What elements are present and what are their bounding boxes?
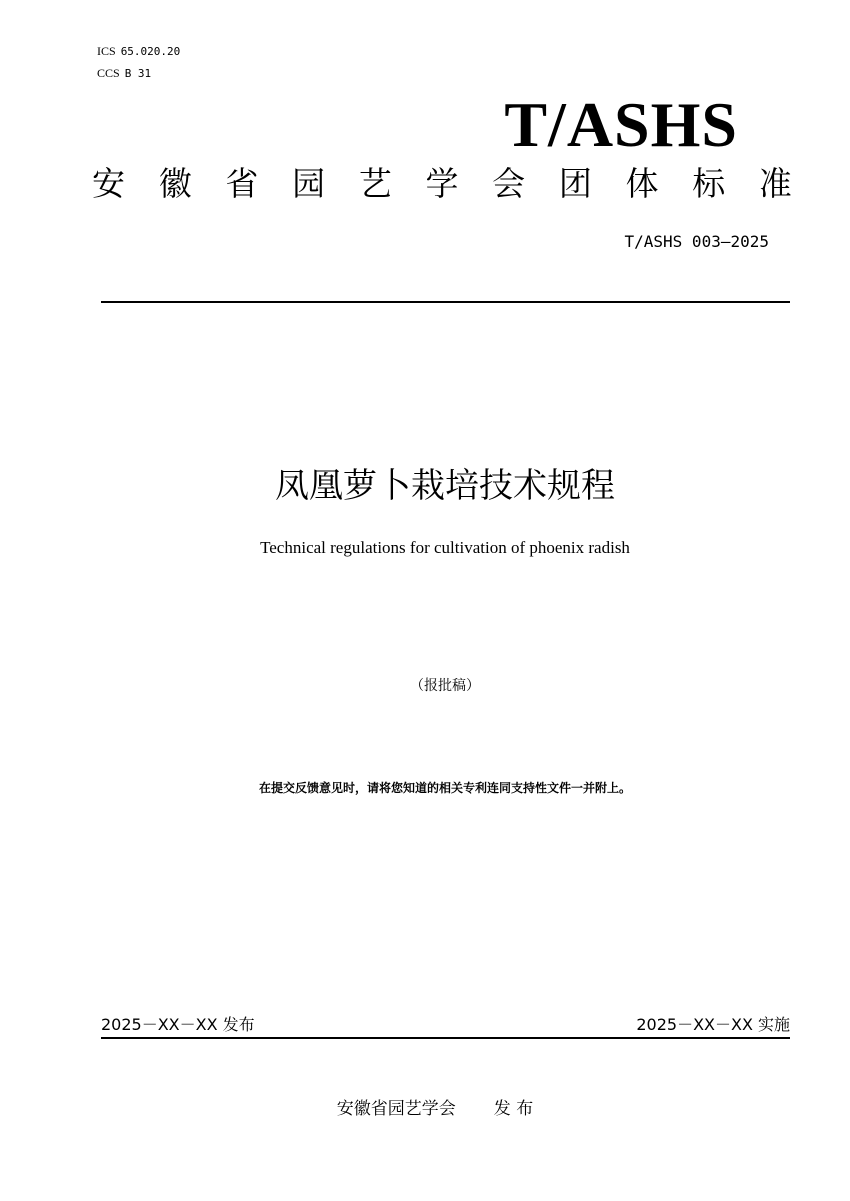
org-title-char: 艺 xyxy=(358,164,392,203)
org-title-char: 安 xyxy=(92,164,125,203)
org-title-char: 准 xyxy=(758,164,792,203)
ccs-code: B 31 xyxy=(124,67,152,80)
org-title-char: 体 xyxy=(625,164,659,203)
document-title: 凤凰萝卜栽培技术规程 xyxy=(275,466,615,506)
footer-divider xyxy=(101,1037,790,1039)
ccs-label: CCS xyxy=(97,66,120,80)
publisher-name: 安徽省园艺学会 xyxy=(336,1099,456,1119)
ics-label: ICS xyxy=(97,44,116,58)
ics-code: 65.020.20 xyxy=(120,45,181,58)
ccs-line xyxy=(97,66,151,81)
draft-status: （报批稿） xyxy=(410,678,480,694)
org-title-char: 园 xyxy=(292,164,326,203)
org-title-char: 团 xyxy=(558,164,592,203)
issue-date: 2025－XX－XX 发布 xyxy=(101,1015,255,1034)
header-divider xyxy=(101,301,790,303)
org-title-char: 省 xyxy=(225,164,259,203)
standard-number: T/ASHS 003—2025 xyxy=(624,232,769,251)
org-title-char: 会 xyxy=(492,164,526,203)
implementation-date: 2025－XX－XX 实施 xyxy=(636,1015,790,1034)
publisher-line xyxy=(0,1097,850,1121)
organization-title xyxy=(92,162,792,206)
document-subtitle: Technical regulations for cultivation of phoenix radish xyxy=(260,538,630,557)
patent-notice: 在提交反馈意见时，请将您知道的相关专利连同支持性文件一并附上。 xyxy=(258,781,631,795)
publisher-action: 发 布 xyxy=(493,1099,534,1119)
org-title-char: 标 xyxy=(692,164,726,203)
ics-line xyxy=(97,44,180,59)
org-title-char: 学 xyxy=(425,164,459,203)
standard-brand-logo: T/ASHS xyxy=(504,89,738,160)
org-title-char: 徽 xyxy=(158,164,192,203)
